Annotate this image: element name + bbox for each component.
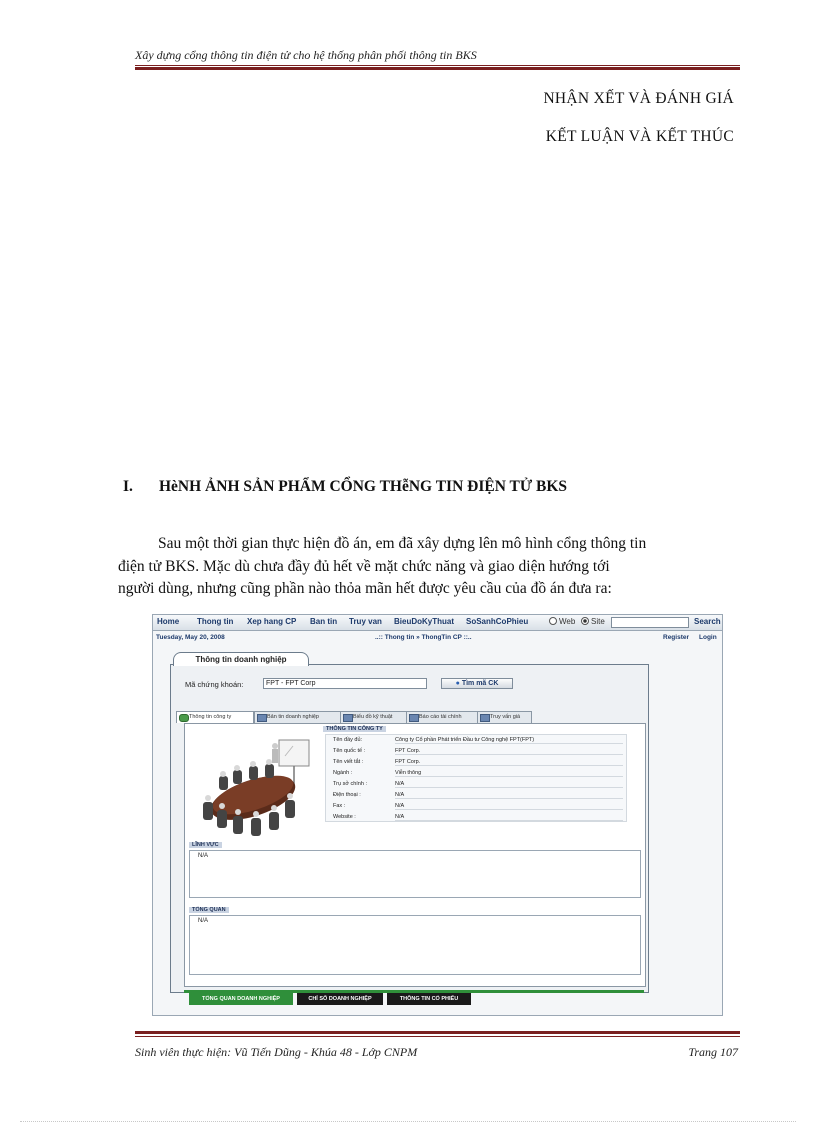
footer-student: Sinh viên thực hiện: Vũ Tiến Dũng - Khúa 48 - Lớp CNPM xyxy=(135,1045,418,1059)
field-value: N/A xyxy=(198,853,209,859)
section-number: I. xyxy=(123,478,133,495)
page-bottom-border xyxy=(20,1121,796,1122)
company-key: Website : xyxy=(333,814,356,820)
company-value: Công ty Cổ phần Phát triển Đầu tư Công nghệ FPT(FPT) xyxy=(395,737,623,744)
chart-icon xyxy=(343,714,353,722)
company-key: Tên quốc tế : xyxy=(333,748,366,754)
tab-price-query-label: Truy vấn giá xyxy=(490,714,521,720)
company-key: Trụ sở chính : xyxy=(333,781,367,787)
breadcrumb: ..:: Thong tin » ThongTin CP ::.. xyxy=(375,634,472,641)
tab-tech-chart[interactable] xyxy=(340,711,407,723)
overview-box xyxy=(189,915,641,975)
body-paragraph xyxy=(118,533,724,601)
radio-site[interactable] xyxy=(581,617,605,626)
radio-site-label: Site xyxy=(591,617,605,626)
radio-site-icon xyxy=(581,617,589,625)
date-label: Tuesday, May 20, 2008 xyxy=(156,634,225,641)
company-key: Tên đầy đủ: xyxy=(333,737,363,743)
panel-title-tab: Thông tin doanh nghiệp xyxy=(173,652,309,666)
company-value: N/A xyxy=(395,781,623,788)
tab-indices[interactable]: CHỈ SỐ DOANH NGHIỆP xyxy=(297,993,383,1005)
nav-home[interactable]: Home xyxy=(157,617,180,626)
login-link[interactable]: Login xyxy=(699,634,717,641)
tab-stock-info[interactable]: THÔNG TIN CỔ PHIẾU xyxy=(387,993,471,1005)
footer-rule-thin xyxy=(135,1036,740,1037)
company-key: Tên viết tắt : xyxy=(333,759,364,765)
portal-nav-bar xyxy=(153,615,722,631)
company-value: N/A xyxy=(395,803,623,810)
company-info-content xyxy=(184,723,646,987)
page-number: Trang 107 xyxy=(688,1045,738,1059)
paragraph-line-1: Sau một thời gian thực hiện đồ án, em đã xây dựng lên mô hình cổng thông tin xyxy=(158,535,647,552)
portal-screenshot xyxy=(152,614,723,1016)
register-link[interactable]: Register xyxy=(663,634,690,641)
company-value: FPT Corp. xyxy=(395,759,623,766)
company-key: Fax : xyxy=(333,803,346,809)
radio-web[interactable] xyxy=(549,617,575,626)
company-value: Viễn thông xyxy=(395,770,623,777)
code-input[interactable]: FPT - FPT Corp xyxy=(263,678,427,689)
overview-section-title: TỔNG QUAN xyxy=(189,907,229,913)
tab-tech-chart-label: Biểu đồ kỹ thuật xyxy=(353,714,393,720)
chart-icon xyxy=(257,714,267,722)
company-section-title: THÔNG TIN CÔNG TY xyxy=(323,726,386,732)
chart-icon xyxy=(409,714,419,722)
field-box xyxy=(189,850,641,898)
nav-news[interactable]: Ban tin xyxy=(310,617,338,626)
field-section-title: LĨNH VỰC xyxy=(189,842,222,848)
paragraph-line-2: điện tử BKS. Mặc dù chưa đầy đủ hết về mặt chức năng và giao diện hướng tới xyxy=(118,557,610,575)
find-code-button[interactable] xyxy=(441,678,513,689)
find-code-label: Tìm mã CK xyxy=(461,680,499,687)
header-rule-thin xyxy=(135,65,740,66)
tab-financial-report-label: Báo cáo tài chính xyxy=(419,714,462,720)
nav-query[interactable]: Truy van xyxy=(349,617,382,626)
tab-company-info-label: Thông tin công ty xyxy=(189,714,232,720)
tab-company-news[interactable] xyxy=(254,711,341,723)
nav-rank[interactable]: Xep hang CP xyxy=(247,617,297,626)
paragraph-line-3: người dùng, nhưng cũng phần nào thỏa mãn hết được yêu cầu của đồ án đưa ra: xyxy=(118,580,612,597)
title-conclusion: KẾT LUẬN VÀ KẾT THÚC xyxy=(545,128,734,145)
chart-icon xyxy=(480,714,490,722)
overview-value: N/A xyxy=(198,918,209,924)
tab-price-query[interactable] xyxy=(477,711,532,723)
company-value: FPT Corp. xyxy=(395,748,623,755)
company-value: N/A xyxy=(395,814,623,821)
nav-chart[interactable]: BieuDoKyThuat xyxy=(394,617,454,626)
tab-financial-report[interactable] xyxy=(406,711,478,723)
search-input[interactable] xyxy=(611,617,689,628)
tab-company-news-label: Bản tin doanh nghiệp xyxy=(267,714,319,720)
nav-info[interactable]: Thong tin xyxy=(197,617,234,626)
eye-icon xyxy=(179,714,189,722)
title-review: NHẬN XẾT VÀ ĐÁNH GIÁ xyxy=(543,90,734,107)
radio-web-icon xyxy=(549,617,557,625)
running-header: Xây dựng cổng thông tin điện tử cho hệ thống phân phối thông tin BKS xyxy=(135,48,477,62)
company-key: Ngành : xyxy=(333,770,353,776)
footer-rule-thick xyxy=(135,1031,740,1034)
section-title: HèNH ẢNH SẢN PHẨM CỔNG THễNG TIN ĐIỆN TỬ BKS xyxy=(159,478,568,495)
nav-compare[interactable]: SoSanhCoPhieu xyxy=(466,617,529,626)
company-value: N/A xyxy=(395,792,623,799)
header-rule-thick xyxy=(135,67,740,70)
search-button[interactable]: Search xyxy=(694,617,721,626)
tab-overview[interactable]: TỔNG QUAN DOANH NGHIỆP xyxy=(189,993,293,1005)
meeting-illustration xyxy=(193,732,321,842)
find-dot-icon: ● xyxy=(455,680,460,687)
company-key: Điện thoại : xyxy=(333,792,361,798)
code-label: Mã chứng khoán: xyxy=(185,680,244,689)
radio-web-label: Web xyxy=(559,617,576,626)
tab-company-info[interactable] xyxy=(176,711,254,723)
